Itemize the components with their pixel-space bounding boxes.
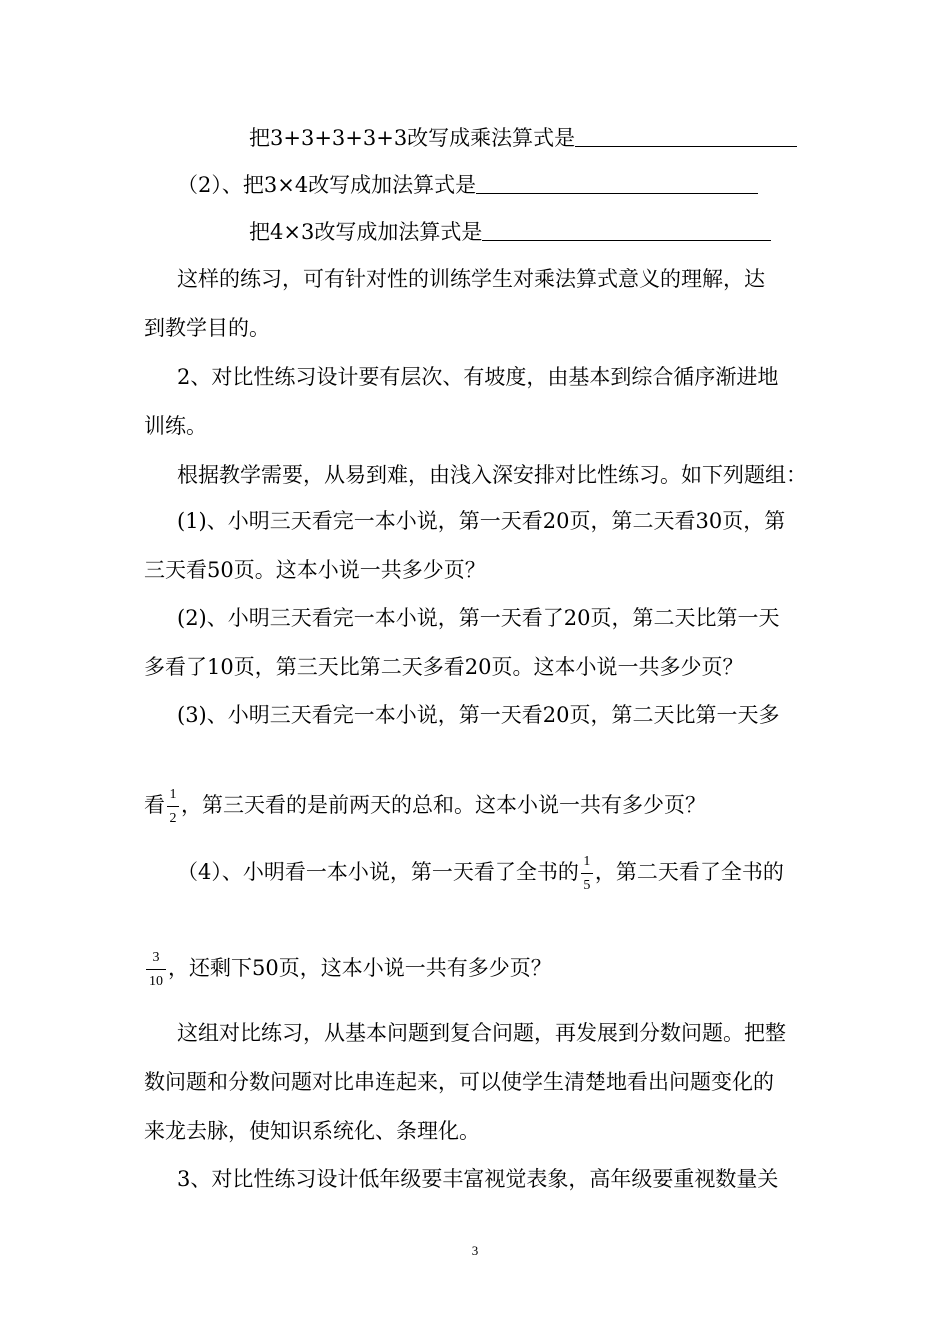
paragraph-line: 训练。 [144,414,207,438]
paragraph-line-with-fraction [144,946,552,992]
page-number: 3 [471,1243,479,1258]
exercise-text: 把4×3改写成加法算式是 [249,220,483,244]
fraction-numerator: 1 [169,786,177,802]
paragraph-line: (2)、小明三天看完一本小说，第一天看了20页，第二天比第一天 [177,606,780,630]
paragraph-text: ，第三天看的是前两天的总和。这本小说一共有多少页？ [181,793,706,817]
text-line-3 [249,217,771,247]
text-line-1 [249,123,797,153]
fraction-bar [146,969,166,970]
paragraph-line: (1)、小明三天看完一本小说，第一天看20页，第二天看30页，第 [177,509,786,533]
fraction-numerator: 1 [583,853,591,869]
paragraph-line: 3、对比性练习设计低年级要丰富视觉表象，高年级要重视数量关 [177,1167,779,1191]
fraction-bar [167,806,179,807]
paragraph-line: 这组对比练习，从基本问题到复合问题，再发展到分数问题。把整 [177,1021,786,1045]
paragraph-text: （4）、小明看一本小说，第一天看了全书的 [177,860,579,884]
paragraph-line: 这样的练习，可有针对性的训练学生对乘法算式意义的理解，达 [177,267,765,291]
paragraph-line: 到教学目的。 [144,316,270,340]
paragraph-line: 来龙去脉，使知识系统化、条理化。 [144,1119,480,1143]
fraction-one-fifth [580,852,594,896]
answer-blank[interactable] [575,126,797,147]
paragraph-line: 数问题和分数问题对比串连起来，可以使学生清楚地看出问题变化的 [144,1070,774,1094]
fraction-three-tenths [145,948,167,992]
paragraph-line: 根据教学需要，从易到难，由浅入深安排对比性练习。如下列题组： [177,463,807,487]
fraction-bar [581,873,593,874]
exercise-text: 把3+3+3+3+3改写成乘法算式是 [249,126,576,150]
paragraph-line: 三天看50页。这本小说一共多少页？ [144,558,486,582]
fraction-denominator: 5 [583,877,591,893]
paragraph-text: ，第二天看了全书的 [594,860,784,884]
fraction-denominator: 10 [149,973,163,989]
paragraph-line: 2、对比性练习设计要有层次、有坡度，由基本到综合循序渐进地 [177,365,779,389]
fraction-numerator: 3 [152,949,160,965]
text-line-2 [177,170,758,200]
exercise-text: （2）、把3×4改写成加法算式是 [177,173,477,197]
paragraph-line: 多看了10页，第三天比第二天多看20页。这本小说一共多少页？ [144,655,744,679]
fraction-denominator: 2 [169,810,177,826]
answer-blank[interactable] [482,220,771,241]
answer-blank[interactable] [476,173,758,194]
paragraph-text: ，还剩下50页，这本小说一共有多少页？ [168,956,552,980]
paragraph-line-with-fraction [144,783,706,829]
paragraph-line-with-fraction [177,850,784,896]
paragraph-line: (3)、小明三天看完一本小说，第一天看20页，第二天比第一天多 [177,703,780,727]
paragraph-text: 看 [144,793,165,817]
fraction-one-half [166,785,180,829]
